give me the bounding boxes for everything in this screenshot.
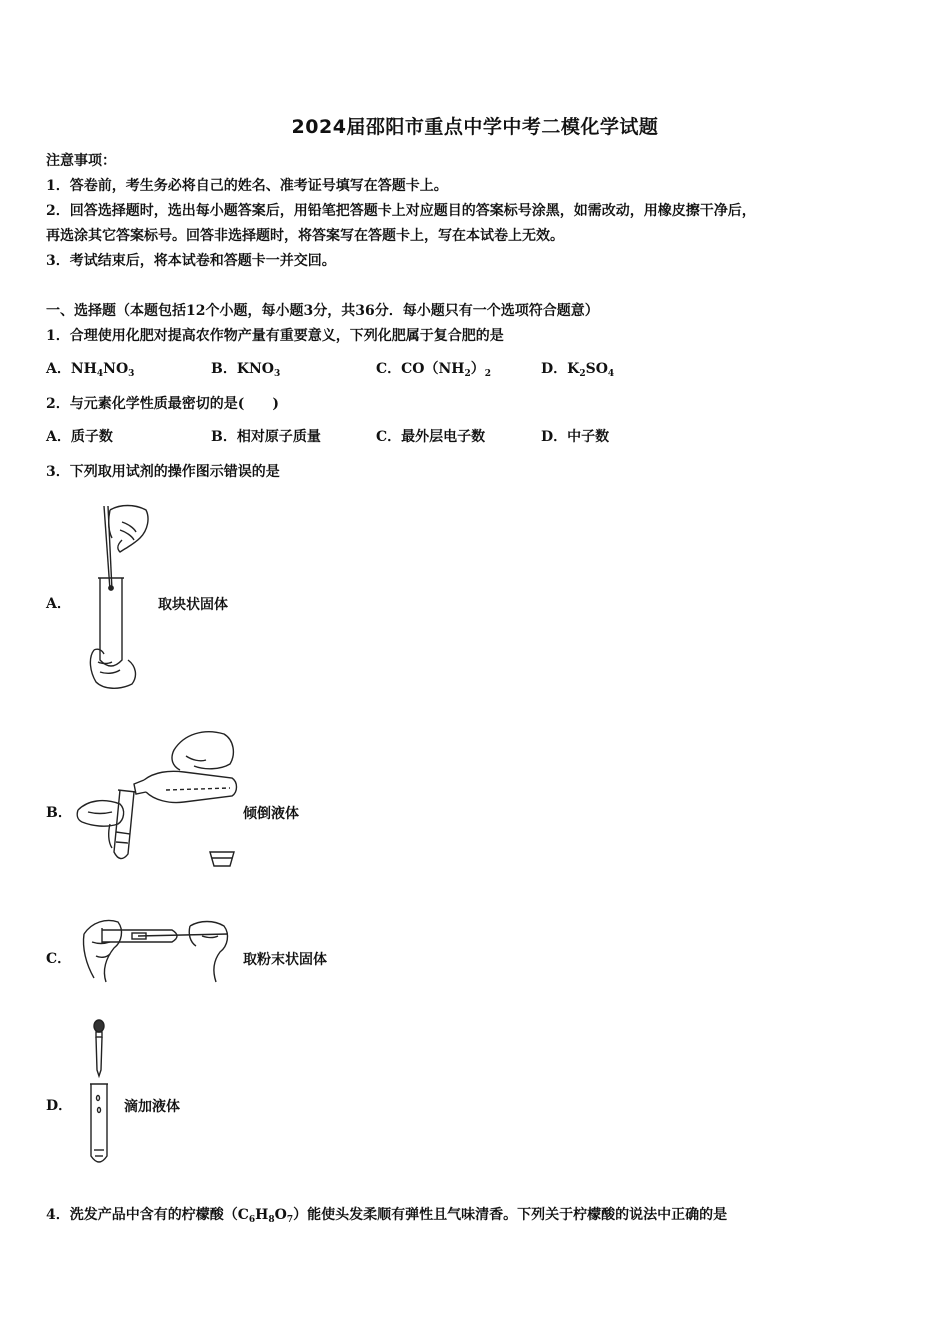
q1-option-d: D．$K_2SO_4$: [541, 361, 615, 379]
q2-stem: 2．与元素化学性质最密切的是( ): [46, 396, 279, 412]
q3-option-b-figure: [74, 720, 244, 872]
q3-option-a-letter: A．: [46, 596, 71, 612]
notice-item-2a: 2．回答选择题时，选出每小题答案后，用铅笔把答题卡上对应题目的答案标号涂黑，如需改动，用橡皮擦干净后，: [46, 203, 756, 219]
q1-option-c: C．$CO(NH_2)_2$: [376, 361, 492, 379]
q3-option-d-figure: [86, 1018, 116, 1168]
q3-stem: 3．下列取用试剂的操作图示错误的是: [46, 464, 280, 480]
q3-option-b-label: 倾倒液体: [243, 806, 299, 822]
q3-option-d-label: 滴加液体: [124, 1099, 180, 1115]
q2-option-d: D．中子数: [541, 429, 610, 445]
section-heading: 一、选择题（本题包括12个小题，每小题3分，共36分．每小题只有一个选项符合题意）: [46, 303, 599, 319]
q2-option-c: C．最外层电子数: [376, 429, 486, 445]
q3-option-c-label: 取粉末状固体: [243, 952, 327, 968]
q2-option-b: B．相对原子质量: [211, 429, 321, 445]
q3-option-d-letter: D．: [46, 1098, 73, 1114]
page-title: 2024届邵阳市重点中学中考二模化学试题: [291, 116, 659, 138]
q3-option-c-figure: [78, 912, 238, 990]
q1-option-b: B．$KNO_3$: [211, 361, 281, 379]
q3-option-c-letter: C．: [46, 951, 72, 967]
notice-heading: 注意事项：: [46, 153, 116, 169]
q1-option-a: A．$NH_4NO_3$: [46, 361, 135, 379]
q1-stem: 1．合理使用化肥对提高农作物产量有重要意义，下列化肥属于复合肥的是: [46, 328, 504, 344]
notice-item-1: 1．答卷前，考生务必将自己的姓名、准考证号填写在答题卡上。: [46, 178, 448, 194]
q2-option-a: A．质子数: [46, 429, 113, 445]
q3-option-a-label: 取块状固体: [158, 597, 228, 613]
q4-stem: 4．洗发产品中含有的柠檬酸$(C_6H_8O_7)$能使头发柔顺有弹性且气味清香。下列关于柠檬酸的说法中正确的是: [46, 1207, 728, 1225]
q3-option-b-letter: B．: [46, 805, 72, 821]
q3-option-a-figure: [80, 500, 160, 695]
notice-item-2b: 再选涂其它答案标号。回答非选择题时，将答案写在答题卡上，写在本试卷上无效。: [46, 228, 564, 244]
notice-item-3: 3．考试结束后，将本试卷和答题卡一并交回。: [46, 253, 336, 269]
